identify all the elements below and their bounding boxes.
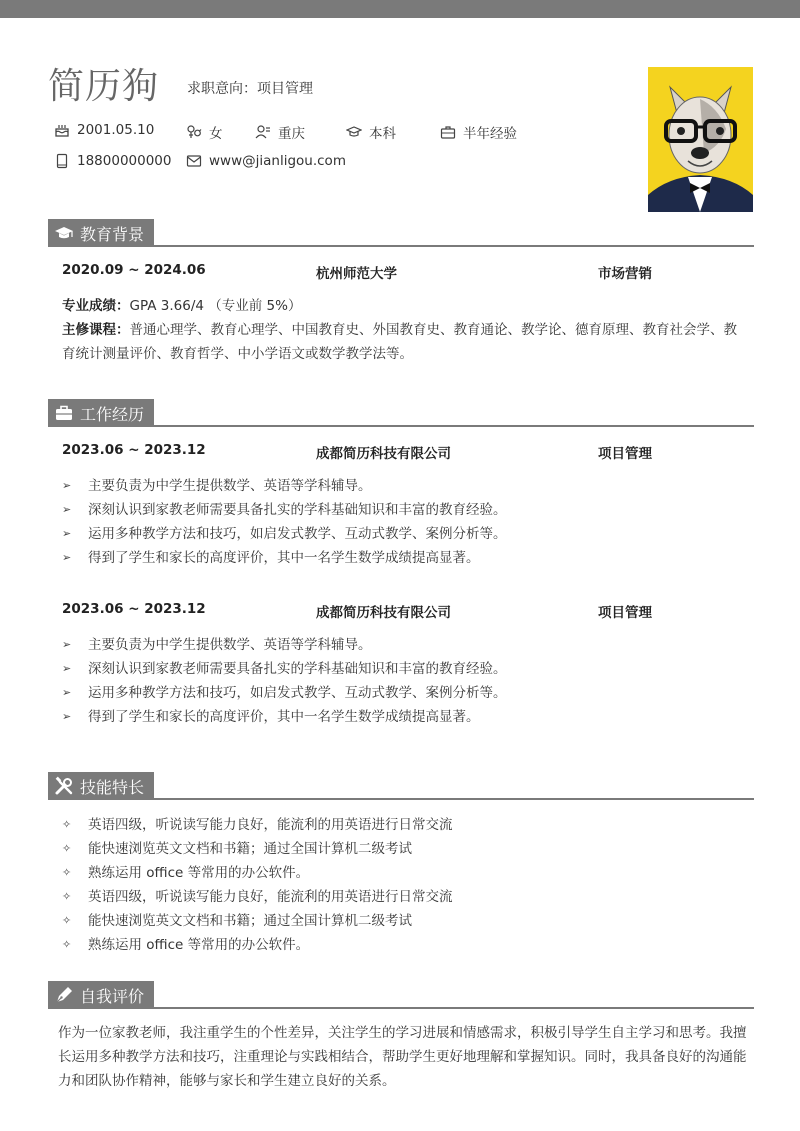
phone-number: 18800000000 (77, 153, 172, 169)
user-icon (255, 124, 271, 140)
phone-info (54, 153, 171, 169)
list-item: ➢ 深刻认识到家教老师需要具备扎实的学科基础知识和丰富的教育经验。 (62, 498, 742, 522)
list-item: ➢ 主要负责为中学生提供数学、英语等学科辅导。 (62, 633, 742, 657)
objective-label: 求职意向： (187, 81, 257, 97)
objective-value: 项目管理 (257, 81, 313, 97)
diamond-bullet-icon: ✧ (62, 914, 72, 927)
location: 重庆 (278, 126, 305, 142)
birth-date: 2001.05.10 (77, 122, 155, 138)
diamond-bullet-icon: ✧ (62, 842, 72, 855)
experience-info (440, 122, 517, 142)
arrow-bullet-icon: ➢ (62, 551, 72, 564)
work-period: 2023.06 ~ 2023.12 (62, 442, 206, 458)
arrow-bullet-icon: ➢ (62, 638, 72, 651)
arrow-bullet-icon: ➢ (62, 662, 72, 675)
education-details (62, 294, 742, 366)
school-name: 杭州师范大学 (316, 266, 397, 282)
list-item: ✧ 能快速浏览英文文档和书籍；通过全国计算机二级考试 (62, 837, 742, 861)
arrow-bullet-icon: ➢ (62, 479, 72, 492)
education-info (346, 122, 396, 142)
gpa-value: GPA 3.66/4 （专业前 5%） (129, 298, 302, 314)
education-title: 教育背景 (80, 224, 145, 244)
self-eval-tab (48, 981, 154, 1009)
job-role: 项目管理 (598, 605, 652, 621)
education-period: 2020.09 ~ 2024.06 (62, 262, 206, 278)
list-item: ✧ 英语四级，听说读写能力良好，能流利的用英语进行日常交流 (62, 813, 742, 837)
work-bullets-2 (62, 633, 742, 729)
skills-section-header (48, 772, 754, 800)
gender-info (186, 122, 223, 142)
list-item: ➢ 深刻认识到家教老师需要具备扎实的学科基础知识和丰富的教育经验。 (62, 657, 742, 681)
briefcase-icon (54, 403, 74, 423)
diamond-bullet-icon: ✧ (62, 818, 72, 831)
birth-info (54, 122, 154, 138)
cake-icon (54, 122, 70, 138)
self-eval-text: 作为一位家教老师，我注重学生的个性差异，关注学生的学习进展和情感需求，积极引导学生自主学习和思考。我擅长运用多种教学方法和技巧，注重理论与实践相结合，帮助学生更好地理解和掌握知识。同时，我具备良好的沟通能力和团队协作精神，能够与家长和学生建立良好的关系。 (58, 1025, 747, 1089)
company-name: 成都简历科技有限公司 (316, 605, 451, 621)
phone-icon (54, 153, 70, 169)
graduation-cap-icon (54, 223, 74, 243)
top-bar (0, 0, 800, 18)
location-info (255, 122, 305, 142)
list-item: ✧ 熟练运用 office 等常用的办公软件。 (62, 861, 742, 885)
list-item: ➢ 主要负责为中学生提供数学、英语等学科辅导。 (62, 474, 742, 498)
email-address: www@jianligou.com (209, 153, 346, 169)
list-item: ➢ 运用多种教学方法和技巧，如启发式教学、互动式教学、案例分析等。 (62, 522, 742, 546)
arrow-bullet-icon: ➢ (62, 527, 72, 540)
section-divider (48, 245, 754, 247)
section-divider (48, 798, 754, 800)
skills-tab (48, 772, 154, 800)
work-tab (48, 399, 154, 427)
education-section-header (48, 219, 754, 247)
profile-photo (648, 67, 753, 212)
diamond-bullet-icon: ✧ (62, 938, 72, 951)
mail-icon (186, 153, 202, 169)
skills-list (62, 813, 742, 957)
list-item: ➢ 得到了学生和家长的高度评价，其中一名学生数学成绩提高显著。 (62, 546, 742, 570)
email-info (186, 153, 346, 169)
work-bullets-1 (62, 474, 742, 570)
list-item: ✧ 英语四级，听说读写能力良好，能流利的用英语进行日常交流 (62, 885, 742, 909)
pen-icon (54, 985, 74, 1005)
list-item: ➢ 得到了学生和家长的高度评价，其中一名学生数学成绩提高显著。 (62, 705, 742, 729)
graduation-cap-icon (346, 124, 362, 140)
experience: 半年经验 (463, 126, 517, 142)
work-period: 2023.06 ~ 2023.12 (62, 601, 206, 617)
major: 市场营销 (598, 266, 652, 282)
education-tab (48, 219, 154, 247)
skills-title: 技能特长 (80, 777, 145, 797)
arrow-bullet-icon: ➢ (62, 686, 72, 699)
gender-icon (186, 124, 202, 140)
candidate-name: 简历狗 (48, 66, 160, 107)
tools-icon (54, 776, 74, 796)
section-divider (48, 1007, 754, 1009)
work-section-header (48, 399, 754, 427)
briefcase-icon (440, 124, 456, 140)
job-objective (187, 78, 313, 98)
gpa-label: 专业成绩： (62, 298, 130, 314)
list-item: ➢ 运用多种教学方法和技巧，如启发式教学、互动式教学、案例分析等。 (62, 681, 742, 705)
list-item: ✧ 熟练运用 office 等常用的办公软件。 (62, 933, 742, 957)
diamond-bullet-icon: ✧ (62, 866, 72, 879)
self-eval-title: 自我评价 (80, 986, 145, 1006)
education-level: 本科 (369, 126, 396, 142)
company-name: 成都简历科技有限公司 (316, 446, 451, 462)
courses-line (62, 318, 742, 366)
job-role: 项目管理 (598, 446, 652, 462)
gender: 女 (209, 126, 223, 142)
courses-label: 主修课程： (62, 322, 130, 338)
diamond-bullet-icon: ✧ (62, 890, 72, 903)
list-item: ✧ 能快速浏览英文文档和书籍；通过全国计算机二级考试 (62, 909, 742, 933)
section-divider (48, 425, 754, 427)
gpa-line (62, 294, 742, 318)
self-eval-section-header (48, 981, 754, 1009)
arrow-bullet-icon: ➢ (62, 710, 72, 723)
dog-portrait-illustration (648, 67, 753, 212)
arrow-bullet-icon: ➢ (62, 503, 72, 516)
work-title: 工作经历 (80, 404, 145, 424)
courses-value: 普通心理学、教育心理学、中国教育史、外国教育史、教育通论、教学论、德育原理、教育社会学、教育统计测量评价、教育哲学、中小学语文或数学教学法等。 (62, 322, 737, 362)
